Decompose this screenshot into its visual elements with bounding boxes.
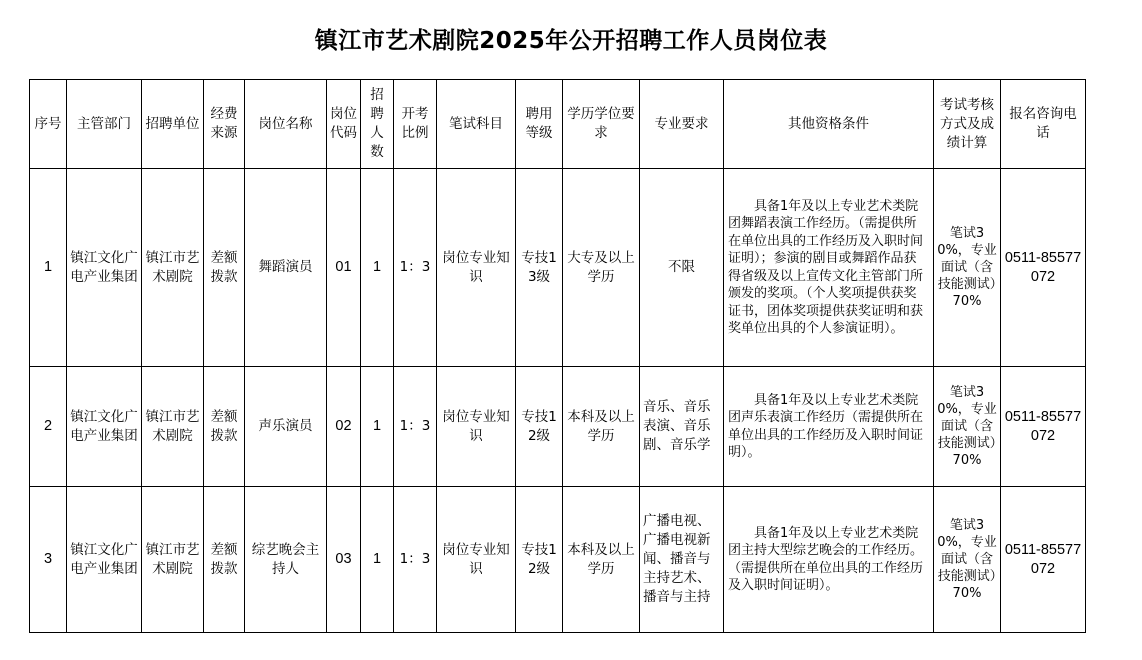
cell-count: 1 bbox=[361, 487, 394, 633]
header-dept: 主管部门 bbox=[67, 80, 142, 169]
cell-position: 舞蹈演员 bbox=[245, 169, 327, 367]
cell-funding: 差额拨款 bbox=[204, 367, 245, 487]
header-written: 笔试科目 bbox=[437, 80, 516, 169]
cell-count: 1 bbox=[361, 169, 394, 367]
table-row bbox=[30, 169, 1086, 367]
cell-major: 不限 bbox=[640, 169, 724, 367]
cell-written: 岗位专业知识 bbox=[437, 169, 516, 367]
cell-other-wrap bbox=[724, 169, 934, 367]
header-ratio: 开考比例 bbox=[394, 80, 437, 169]
cell-exam: 笔试30%，专业面试（含技能测试）70% bbox=[934, 487, 1001, 633]
cell-other: 具备1年及以上专业艺术类院团声乐表演工作经历（需提供所在单位出具的工作经历及入职时间证明）。 bbox=[728, 392, 924, 460]
cell-seq: 2 bbox=[30, 367, 67, 487]
cell-count: 1 bbox=[361, 367, 394, 487]
cell-code: 01 bbox=[327, 169, 361, 367]
cell-education: 本科及以上学历 bbox=[563, 487, 640, 633]
cell-dept: 镇江文化广电产业集团 bbox=[67, 169, 142, 367]
cell-grade: 专技13级 bbox=[516, 169, 563, 367]
header-phone: 报名咨询电话 bbox=[1001, 80, 1086, 169]
cell-ratio: 1：3 bbox=[394, 169, 437, 367]
header-other: 其他资格条件 bbox=[724, 80, 934, 169]
header-code: 岗位代码 bbox=[327, 80, 361, 169]
cell-dept: 镇江文化广电产业集团 bbox=[67, 487, 142, 633]
cell-written: 岗位专业知识 bbox=[437, 367, 516, 487]
cell-funding: 差额拨款 bbox=[204, 487, 245, 633]
cell-education: 大专及以上学历 bbox=[563, 169, 640, 367]
cell-grade: 专技12级 bbox=[516, 367, 563, 487]
header-grade: 聘用等级 bbox=[516, 80, 563, 169]
cell-funding: 差额拨款 bbox=[204, 169, 245, 367]
cell-phone: 0511-85577072 bbox=[1001, 169, 1086, 367]
cell-exam: 笔试30%，专业面试（含技能测试）70% bbox=[934, 169, 1001, 367]
cell-other: 具备1年及以上专业艺术类院团主持大型综艺晚会的工作经历。（需提供所在单位出具的工作经历及入职时间证明）。 bbox=[728, 525, 924, 593]
header-position: 岗位名称 bbox=[245, 80, 327, 169]
cell-other: 具备1年及以上专业艺术类院团舞蹈表演工作经历。（需提供所在单位出具的工作经历及入职时间证明）；参演的剧目或舞蹈作品获得省级及以上宣传文化主管部门所颁发的奖项。（个人奖项提供获奖证书，团体奖项提供获奖证明和获奖单位出具的个人参演证明）。 bbox=[728, 198, 924, 336]
cell-major: 音乐、音乐表演、音乐剧、音乐学 bbox=[640, 367, 724, 487]
cell-code: 03 bbox=[327, 487, 361, 633]
cell-unit: 镇江市艺术剧院 bbox=[142, 487, 204, 633]
cell-position: 综艺晚会主持人 bbox=[245, 487, 327, 633]
cell-seq: 1 bbox=[30, 169, 67, 367]
cell-position: 声乐演员 bbox=[245, 367, 327, 487]
header-row bbox=[30, 80, 1086, 169]
cell-other-wrap bbox=[724, 367, 934, 487]
header-funding: 经费来源 bbox=[204, 80, 245, 169]
page-title: 镇江市艺术剧院2025年公开招聘工作人员岗位表 bbox=[314, 28, 828, 54]
table-row bbox=[30, 367, 1086, 487]
header-education: 学历学位要求 bbox=[563, 80, 640, 169]
cell-ratio: 1：3 bbox=[394, 487, 437, 633]
cell-unit: 镇江市艺术剧院 bbox=[142, 169, 204, 367]
cell-ratio: 1：3 bbox=[394, 367, 437, 487]
cell-grade: 专技12级 bbox=[516, 487, 563, 633]
cell-written: 岗位专业知识 bbox=[437, 487, 516, 633]
table-row bbox=[30, 487, 1086, 633]
header-major: 专业要求 bbox=[640, 80, 724, 169]
cell-dept: 镇江文化广电产业集团 bbox=[67, 367, 142, 487]
cell-unit: 镇江市艺术剧院 bbox=[142, 367, 204, 487]
cell-phone: 0511-85577072 bbox=[1001, 487, 1086, 633]
header-exam: 考试考核方式及成绩计算 bbox=[934, 80, 1001, 169]
cell-other-wrap bbox=[724, 487, 934, 633]
cell-phone: 0511-85577072 bbox=[1001, 367, 1086, 487]
header-unit: 招聘单位 bbox=[142, 80, 204, 169]
cell-seq: 3 bbox=[30, 487, 67, 633]
cell-exam: 笔试30%，专业面试（含技能测试）70% bbox=[934, 367, 1001, 487]
cell-code: 02 bbox=[327, 367, 361, 487]
header-seq: 序号 bbox=[30, 80, 67, 169]
cell-major: 广播电视、广播电视新闻、播音与主持艺术、播音与主持 bbox=[640, 487, 724, 633]
header-count: 招聘人数 bbox=[361, 80, 394, 169]
recruitment-table bbox=[29, 79, 1086, 633]
cell-education: 本科及以上学历 bbox=[563, 367, 640, 487]
